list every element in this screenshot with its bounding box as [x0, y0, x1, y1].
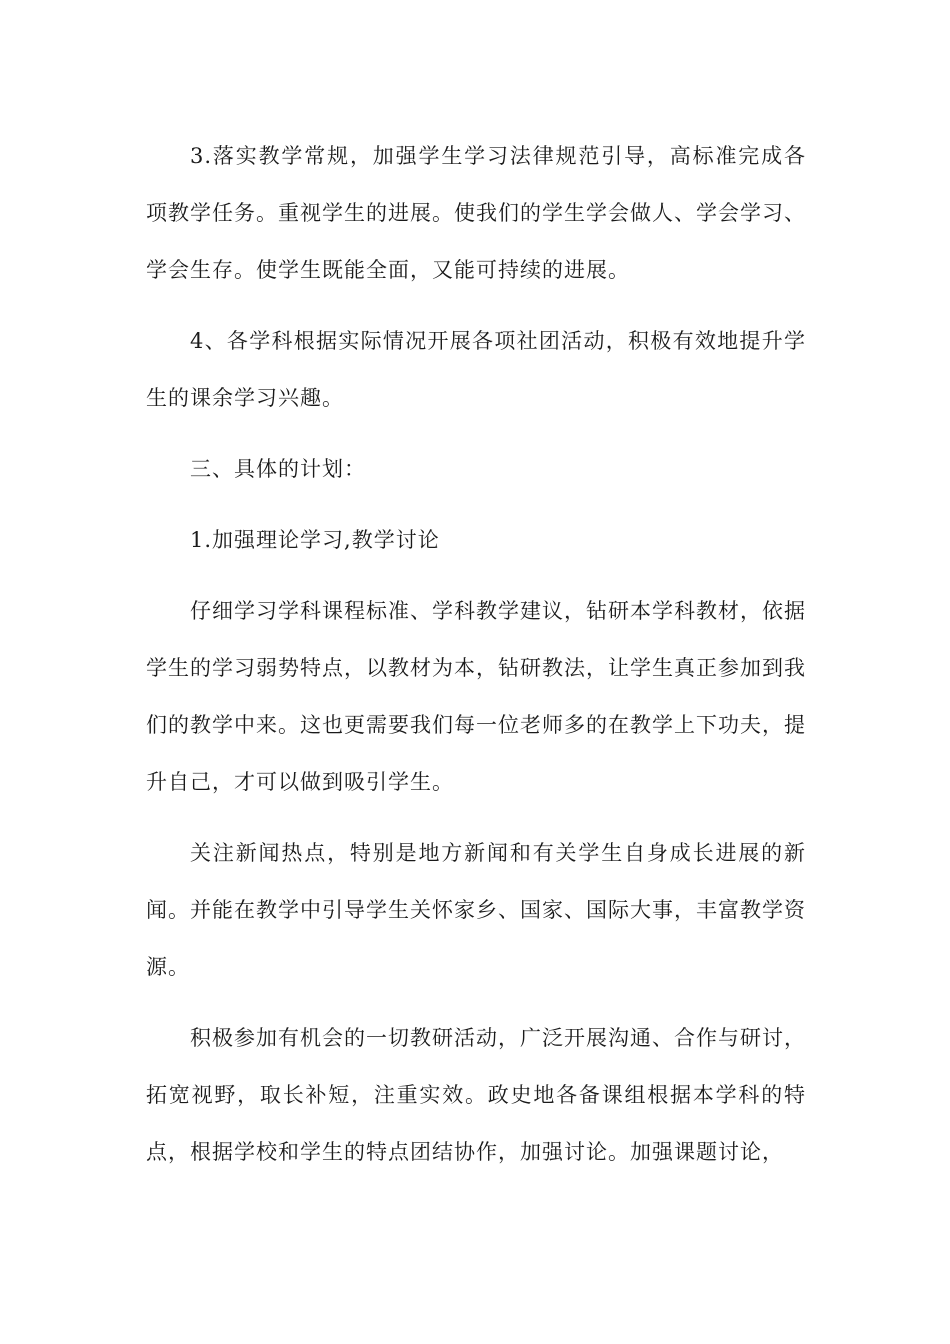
paragraph-research-activities: 积极参加有机会的一切教研活动，广泛开展沟通、合作与研讨，拓宽视野，取长补短，注重实效。政史地各备课组根据本学科的特点，根据学校和学生的特点团结协作，加强讨论。加强课题讨论，	[146, 1026, 806, 1164]
paragraph-curriculum-study: 仔细学习学科课程标准、学科教学建议，钻研本学科教材，依据学生的学习弱势特点，以教材为本，钻研教法，让学生真正参加到我们的教学中来。这也更需要我们每一位老师多的在教学上下功夫，提升自己，才可以做到吸引学生。	[146, 599, 806, 794]
section-heading-specific-plan: 三、具体的计划：	[190, 457, 366, 481]
paragraph-club-activities: 4、各学科根据实际情况开展各项社团活动，积极有效地提升学生的课余学习兴趣。	[146, 329, 806, 410]
document-body	[146, 128, 806, 1195]
paragraph-teaching-routine: 3.落实教学常规，加强学生学习法律规范引导，高标准完成各项教学任务。重视学生的进展。使我们的学生学会做人、学会学习、学会生存。使学生既能全面，又能可持续的进展。	[146, 144, 806, 282]
subheading-theory-study: 1.加强理论学习,教学讨论	[190, 528, 440, 552]
paragraph-news-focus: 关注新闻热点，特别是地方新闻和有关学生自身成长进展的新闻。并能在教学中引导学生关怀家乡、国家、国际大事，丰富教学资源。	[146, 841, 806, 979]
